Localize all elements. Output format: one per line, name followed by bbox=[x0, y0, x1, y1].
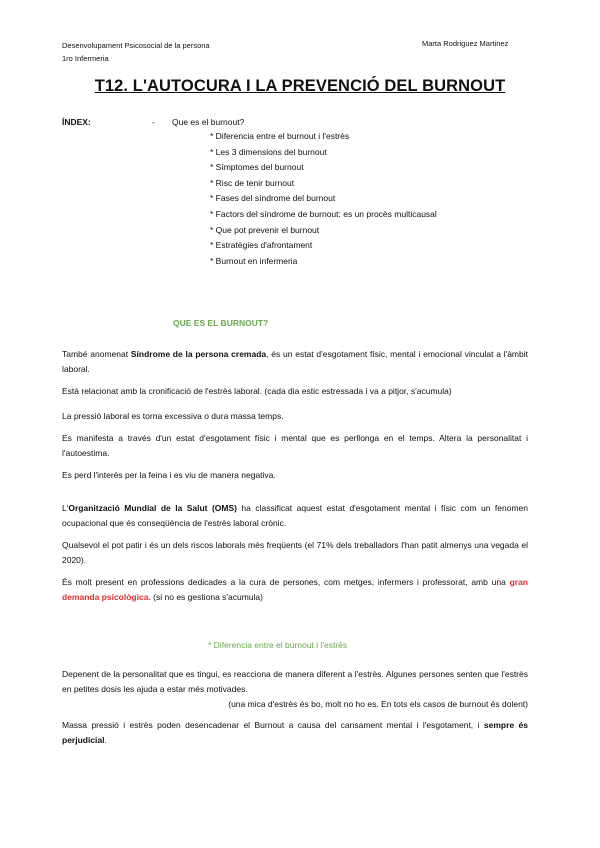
paragraph-frequency: Qualsevol el pot patir i és un dels riscos laborals més freqüents (el 71% dels treballadors l'han patit almenys una vegada el 2020). bbox=[62, 540, 528, 565]
page-header-left bbox=[62, 39, 210, 65]
index-item-what-is-burnout: Que es el burnout? bbox=[172, 117, 245, 127]
paragraph-pressure: La pressió laboral es torna excessiva o dura massa temps. bbox=[62, 411, 284, 421]
paragraph-professions bbox=[62, 575, 528, 605]
course-name: Desenvolupament Psicosocial de la persona bbox=[62, 41, 210, 50]
index-dash: - bbox=[152, 117, 155, 127]
document-title: T12. L'AUTOCURA I LA PREVENCIÓ DEL BURNOUT bbox=[94, 77, 506, 95]
paragraph-manifestation: Es manifesta a través d'un estat d'esgotament físic i mental que es perllonga en el temps. Altera la personalitat i l'autoestima. bbox=[62, 433, 528, 458]
note-text: (una mica d'estrès és bo, molt no ho es. En tots els casos de burnout és dolent) bbox=[228, 699, 528, 709]
paragraph-interest: Es perd l'interès per la feina i es viu de manera negativa. bbox=[62, 470, 276, 480]
index-label: ÍNDEX: bbox=[62, 117, 91, 127]
bold-term: Organització Mundial de la Salut (OMS) bbox=[68, 503, 237, 513]
text-run: , és un estat d'esgotament físic, mental i emocional vinculat a l'àmbit laboral. bbox=[62, 349, 528, 374]
text-run: Depenent de la personalitat que es tingui, es reacciona de manera diferent a l'estrès. Algunes persones senten que l'estrès en petites dosis les ajuda a estar més motivades. bbox=[62, 669, 528, 694]
paragraph-definition bbox=[62, 347, 528, 377]
group-name: 1ro Infermeria bbox=[62, 54, 109, 63]
paragraph-pressure-stress bbox=[62, 718, 528, 748]
text-run: És molt present en professions dedicades a la cura de persones, com metges, infermers i professorat, amb una bbox=[62, 577, 510, 587]
index-subitem: * Fases del síndrome del burnout bbox=[210, 193, 336, 204]
index-sublist bbox=[210, 129, 437, 269]
index-subitem: * Símptomes del burnout bbox=[210, 162, 304, 173]
section-heading-difference: * Diferencia entre el burnout i l'estrès bbox=[208, 640, 348, 650]
text-run: Massa pressió i estrès poden desencadenar el Burnout a causa del cansament mental i l'esgotament, i bbox=[62, 720, 484, 730]
index-subitem: * Les 3 dimensions del burnout bbox=[210, 146, 327, 157]
author-name: Marta Rodriguez Martinez bbox=[422, 39, 509, 48]
bold-term: Síndrome de la persona cremada bbox=[130, 349, 267, 359]
index-subitem: * Diferencia entre el burnout i l'estrès bbox=[210, 131, 350, 141]
bold-term: sempre és perjudicial bbox=[62, 720, 528, 745]
paragraph-chronic-stress: Està relacionat amb la cronificació de l'estrès laboral. (cada dia estic estressada i va a pitjor, s'acumula) bbox=[62, 386, 452, 396]
index-subitem: * Estratègies d'afrontament bbox=[210, 240, 313, 251]
index-subitem: * Risc de tenir burnout bbox=[210, 177, 295, 188]
section-heading-what-is-burnout: QUE ES EL BURNOUT? bbox=[173, 318, 269, 328]
paragraph-personality bbox=[62, 667, 528, 712]
highlight-term: gran demanda psicològica. bbox=[62, 577, 528, 602]
index-subitem: * Burnout en infermeria bbox=[210, 255, 298, 266]
index-subitem: * Factors del síndrome de burnout: es un procès multicausal bbox=[210, 208, 437, 219]
text-run: També anomenat bbox=[62, 349, 131, 359]
text-run: (si no es gestiona s'acumula) bbox=[150, 592, 263, 602]
paragraph-oms bbox=[62, 501, 528, 531]
index-subitem: * Que pot prevenir el burnout bbox=[210, 224, 320, 235]
text-run: . bbox=[104, 735, 107, 745]
text-run: L' bbox=[62, 503, 69, 513]
text-run: ha classificat aquest estat d'esgotament mental i físic com un fenomen ocupacional que és conseqüència de l'estrès laboral crònic. bbox=[62, 503, 528, 528]
